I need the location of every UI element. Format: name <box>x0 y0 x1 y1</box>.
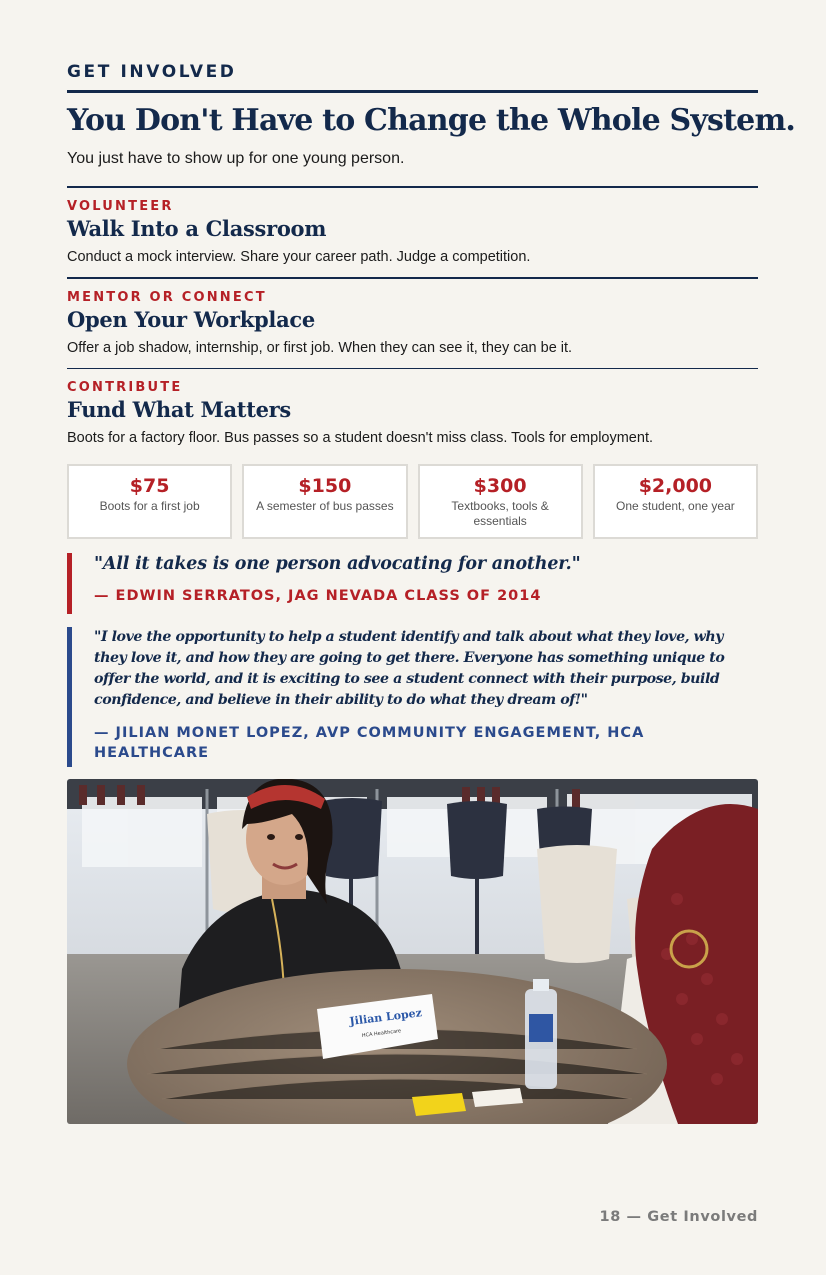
donation-card <box>67 464 232 539</box>
section-body: Boots for a factory floor. Bus passes so a student doesn't miss class. Tools for employment. <box>67 430 653 446</box>
section-title: Open Your Workplace <box>67 307 315 332</box>
section-divider <box>67 368 758 369</box>
page-title: You Don't Have to Change the Whole System. <box>67 103 796 138</box>
donation-label: Boots for a first job <box>99 499 200 513</box>
quote-text: "I love the opportunity to help a student identify and talk about what they love, why they love it, and how they are going to get there. Everyone has something unique to offer the world, and it is exciting to see a student connect with their purpose, build confidence, and believe in their ability to do what they dream of!" <box>94 629 725 708</box>
section-divider <box>67 186 758 188</box>
section-kicker: VOLUNTEER <box>67 199 174 214</box>
donation-card <box>593 464 758 539</box>
section-title: Walk Into a Classroom <box>67 216 327 241</box>
section-kicker: MENTOR OR CONNECT <box>67 290 267 305</box>
page-footer: 18 — Get Involved <box>599 1209 758 1225</box>
pull-quote-partner <box>67 627 758 767</box>
donation-label: A semester of bus passes <box>256 499 394 513</box>
quote-attribution: — EDWIN SERRATOS, JAG NEVADA CLASS OF 2014 <box>94 588 542 604</box>
donation-card <box>242 464 407 539</box>
section-eyebrow: GET INVOLVED <box>67 62 237 82</box>
section-title: Fund What Matters <box>67 397 291 422</box>
section-body: Conduct a mock interview. Share your career path. Judge a competition. <box>67 249 531 265</box>
donation-card <box>418 464 583 539</box>
donation-value: $2,000 <box>638 475 713 497</box>
donation-value: $300 <box>473 475 527 497</box>
quote-text: "All it takes is one person advocating for another." <box>94 554 581 574</box>
name-card-text: Jilian Lopez <box>348 1006 423 1028</box>
section-divider <box>67 277 758 279</box>
section-contribute <box>67 368 758 447</box>
section-mentor <box>67 277 758 357</box>
header-divider <box>67 90 758 93</box>
section-kicker: CONTRIBUTE <box>67 380 183 395</box>
section-body: Offer a job shadow, internship, or first job. When they can see it, they can be it. <box>67 340 573 356</box>
name-card-org: HCA Healthcare <box>361 1028 402 1039</box>
donation-amounts <box>67 464 758 539</box>
donation-label: Textbooks, tools & essentials <box>451 499 549 528</box>
donation-label: One student, one year <box>616 499 735 513</box>
page-subtitle: You just have to show up for one young person. <box>67 150 405 167</box>
donation-value: $75 <box>129 475 170 497</box>
section-volunteer <box>67 186 758 266</box>
pull-quote-student <box>67 553 758 614</box>
quote-attribution: — JILIAN MONET LOPEZ, AVP COMMUNITY ENGAGEMENT, HCA HEALTHCARE <box>94 725 645 761</box>
donation-value: $150 <box>298 475 352 497</box>
mentoring-photo <box>67 779 758 1124</box>
